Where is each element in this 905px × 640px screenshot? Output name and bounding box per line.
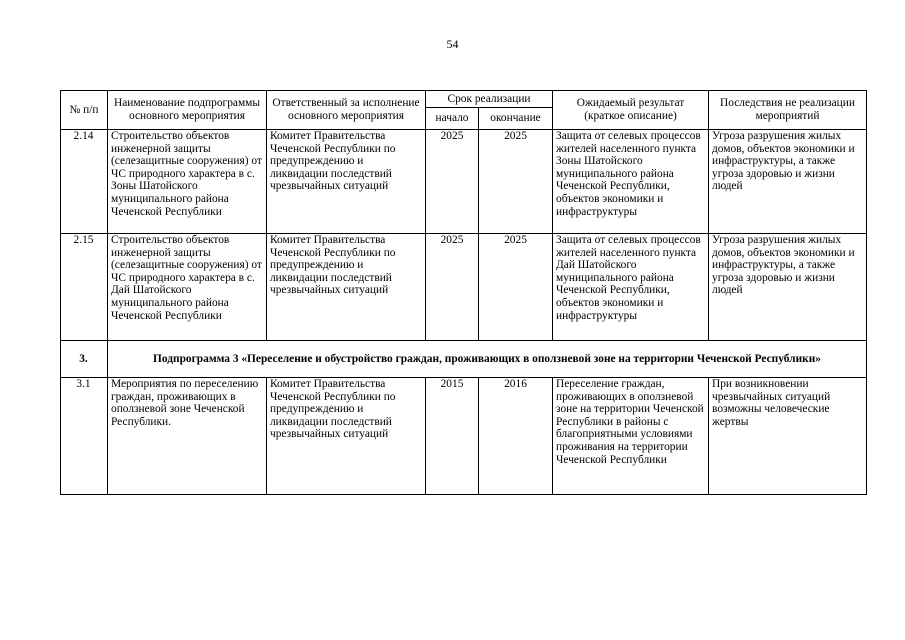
row-end: 2025 bbox=[479, 234, 553, 341]
row-consequences: При возникновении чрезвычайных ситуаций возможны человеческие жертвы bbox=[709, 378, 867, 495]
row-end: 2016 bbox=[479, 378, 553, 495]
header-end: окончание bbox=[479, 108, 553, 130]
header-result: Ожидаемый результат (краткое описание) bbox=[553, 91, 709, 130]
header-consequences: Последствия не реализации мероприятий bbox=[709, 91, 867, 130]
row-num: 2.14 bbox=[61, 130, 108, 234]
activities-table bbox=[60, 90, 867, 495]
page-number: 54 bbox=[446, 37, 459, 51]
row-responsible: Комитет Правительства Чеченской Республики по предупреждению и ликвидации последствий чрезвычайных ситуаций bbox=[267, 234, 426, 341]
table-row bbox=[61, 378, 867, 495]
row-num: 2.15 bbox=[61, 234, 108, 341]
row-start: 2015 bbox=[426, 378, 479, 495]
row-start: 2025 bbox=[426, 234, 479, 341]
row-num: 3.1 bbox=[61, 378, 108, 495]
row-consequences: Угроза разрушения жилых домов, объектов экономики и инфраструктуры, а также угроза здоровью и жизни людей bbox=[709, 234, 867, 341]
header-responsible: Ответственный за исполнение основного мероприятия bbox=[267, 91, 426, 130]
header-num: № п/п bbox=[61, 91, 108, 130]
row-consequences: Угроза разрушения жилых домов, объектов экономики и инфраструктуры, а также угроза здоровью и жизни людей bbox=[709, 130, 867, 234]
section-num: 3. bbox=[61, 341, 108, 378]
row-responsible: Комитет Правительства Чеченской Республики по предупреждению и ликвидации последствий чрезвычайных ситуаций bbox=[267, 130, 426, 234]
row-end: 2025 bbox=[479, 130, 553, 234]
table-row bbox=[61, 234, 867, 341]
section-title: Подпрограмма 3 «Переселение и обустройство граждан, проживающих в оползневой зоне на территории Чеченской Республики» bbox=[108, 341, 867, 378]
section-row bbox=[61, 341, 867, 378]
row-start: 2025 bbox=[426, 130, 479, 234]
row-result: Переселение граждан, проживающих в оползневой зоне на территории Чеченской Республики в районы с благоприятными условиями проживания на территории Чеченской Республики bbox=[553, 378, 709, 495]
header-period: Срок реализации bbox=[426, 91, 553, 108]
row-result: Защита от селевых процессов жителей населенного пункта Зоны Шатойского муниципального района Чеченской Республики, объектов экономики и инфраструктуры bbox=[553, 130, 709, 234]
table-row bbox=[61, 130, 867, 234]
header-name: Наименование подпрограммы основного мероприятия bbox=[108, 91, 267, 130]
row-name: Строительство объектов инженерной защиты (селезащитные сооружения) от ЧС природного характера в с. Дай Шатойского муниципального района Чеченской Республики bbox=[108, 234, 267, 341]
header-start: начало bbox=[426, 108, 479, 130]
row-result: Защита от селевых процессов жителей населенного пункта Дай Шатойского муниципального района Чеченской Республики, объектов экономики и инфраструктуры bbox=[553, 234, 709, 341]
row-responsible: Комитет Правительства Чеченской Республики по предупреждению и ликвидации последствий чрезвычайных ситуаций bbox=[267, 378, 426, 495]
row-name: Мероприятия по переселению граждан, проживающих в оползневой зоне Чеченской Республики. bbox=[108, 378, 267, 495]
row-name: Строительство объектов инженерной защиты (селезащитные сооружения) от ЧС природного характера в с. Зоны Шатойского муниципального района Чеченской Республики bbox=[108, 130, 267, 234]
